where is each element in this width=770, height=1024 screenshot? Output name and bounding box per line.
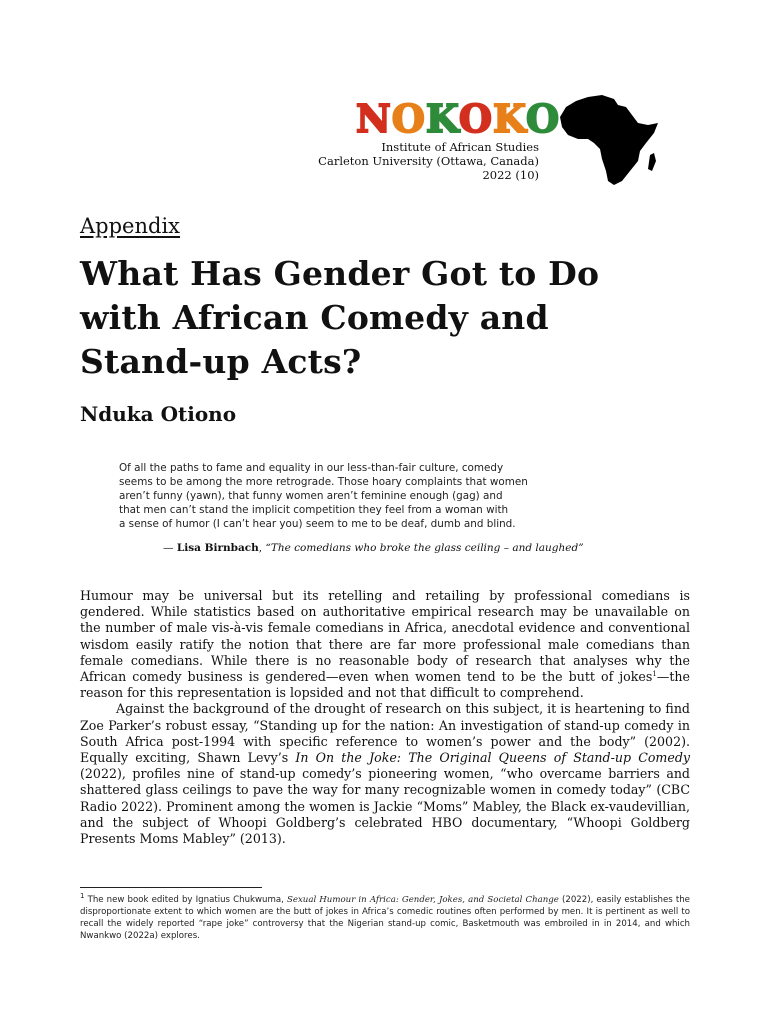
attribution-source: “The comedians who broke the glass ceiling – and laughed”	[265, 542, 584, 554]
epigraph-line: Of all the paths to fame and equality in our less-than-fair culture, comedy	[119, 462, 504, 474]
section-label: Appendix	[80, 214, 181, 238]
logo-letter: K	[492, 96, 526, 141]
affiliation-block	[318, 140, 539, 182]
author-name: Nduka Otiono	[80, 402, 237, 426]
footnote-ref[interactable]: 1	[652, 669, 657, 678]
body-paragraph: Humour may be universal but its retelling and retailing by professional comedians is gendered. While statistics based on authoritative empirical research may be unavailable on the number of male vis-à-vis female comedians in Africa, anecdotal evidence and conventional wisdom easily ratify the notion that there are far more professional male comedians than female comedians. While there is no reasonable body of research that analyses why the African comedy business is gendered—even when women tend to be the butt of jokes$^1$—the reason for this representation is lopsided and not that difficult to comprehend.	[80, 588, 690, 701]
epigraph-line: that men can’t stand the implicit competition they feel from a woman with	[119, 504, 509, 516]
logo-letter: O	[458, 96, 493, 141]
book-title: In On the Joke: The Original Queens of Stand-up Comedy	[295, 750, 690, 766]
article-body	[80, 588, 690, 847]
epigraph-line: a sense of humor (I can’t hear you) seem to me to be deaf, dumb and blind.	[119, 518, 516, 530]
article-title	[80, 252, 720, 384]
epigraph-attribution: — Lisa Birnbach, “The comedians who broke the glass ceiling – and laughed”	[163, 542, 584, 554]
africa-map-icon	[558, 95, 662, 187]
title-line: with African Comedy and	[80, 298, 549, 337]
logo-letter: O	[391, 96, 426, 141]
affiliation-institute: Institute of African Studies	[381, 140, 539, 154]
footnote-divider	[80, 887, 262, 888]
attribution-dash: —	[163, 542, 174, 554]
footnote-marker: 1	[80, 892, 85, 901]
title-line: Stand-up Acts?	[80, 342, 362, 381]
epigraph-line: seems to be among the more retrograde. Those hoary complaints that women	[119, 476, 528, 488]
logo-letter: O	[525, 96, 561, 141]
affiliation-volume: 2022 (10)	[482, 168, 539, 182]
footnote: $^1$ The new book edited by Ignatius Chukwuma, Sexual Humour in Africa: Gender, Jokes, and Societal Change (2022), easily establishes the disproportionate extent to which women are the butt of jokes in Africa’s comedic routines often performed by men. It is pertinent as well to recall the widely reported “rape joke” controversy that the Nigerian stand-up comic, Basketmouth was embroiled in in 2014, and which Nwankwo (2022a) explores.	[80, 892, 690, 941]
title-line: What Has Gender Got to Do	[80, 254, 600, 293]
footnote-book-title: Sexual Humour in Africa: Gender, Jokes, and Societal Change	[286, 895, 559, 905]
affiliation-university: Carleton University (Ottawa, Canada)	[318, 154, 539, 168]
logo-letter: N	[356, 96, 392, 141]
attribution-name: Lisa Birnbach	[176, 542, 259, 554]
journal-logo	[356, 96, 561, 141]
epigraph	[119, 461, 589, 531]
logo-letter: K	[425, 96, 459, 141]
body-paragraph: Against the background of the drought of research on this subject, it is heartening to find Zoe Parker’s robust essay, “Standing up for the nation: An investigation of stand-up comedy in South Africa post-1994 with specific reference to women’s power and the body” (2002). Equally exciting, Shawn Levy’s In On the Joke: The Original Queens of Stand-up Comedy (2022), profiles nine of stand-up comedy’s pioneering women, “who overcame barriers and shattered glass ceilings to pave the way for many recognizable women in comedy today” (CBC Radio 2022). Prominent among the women is Jackie “Moms” Mabley, the Black ex-vaudevillian, and the subject of Whoopi Goldberg’s celebrated HBO documentary, “Whoopi Goldberg Presents Moms Mabley” (2013).	[80, 701, 690, 847]
epigraph-line: aren’t funny (yawn), that funny women aren’t feminine enough (gag) and	[119, 490, 503, 502]
